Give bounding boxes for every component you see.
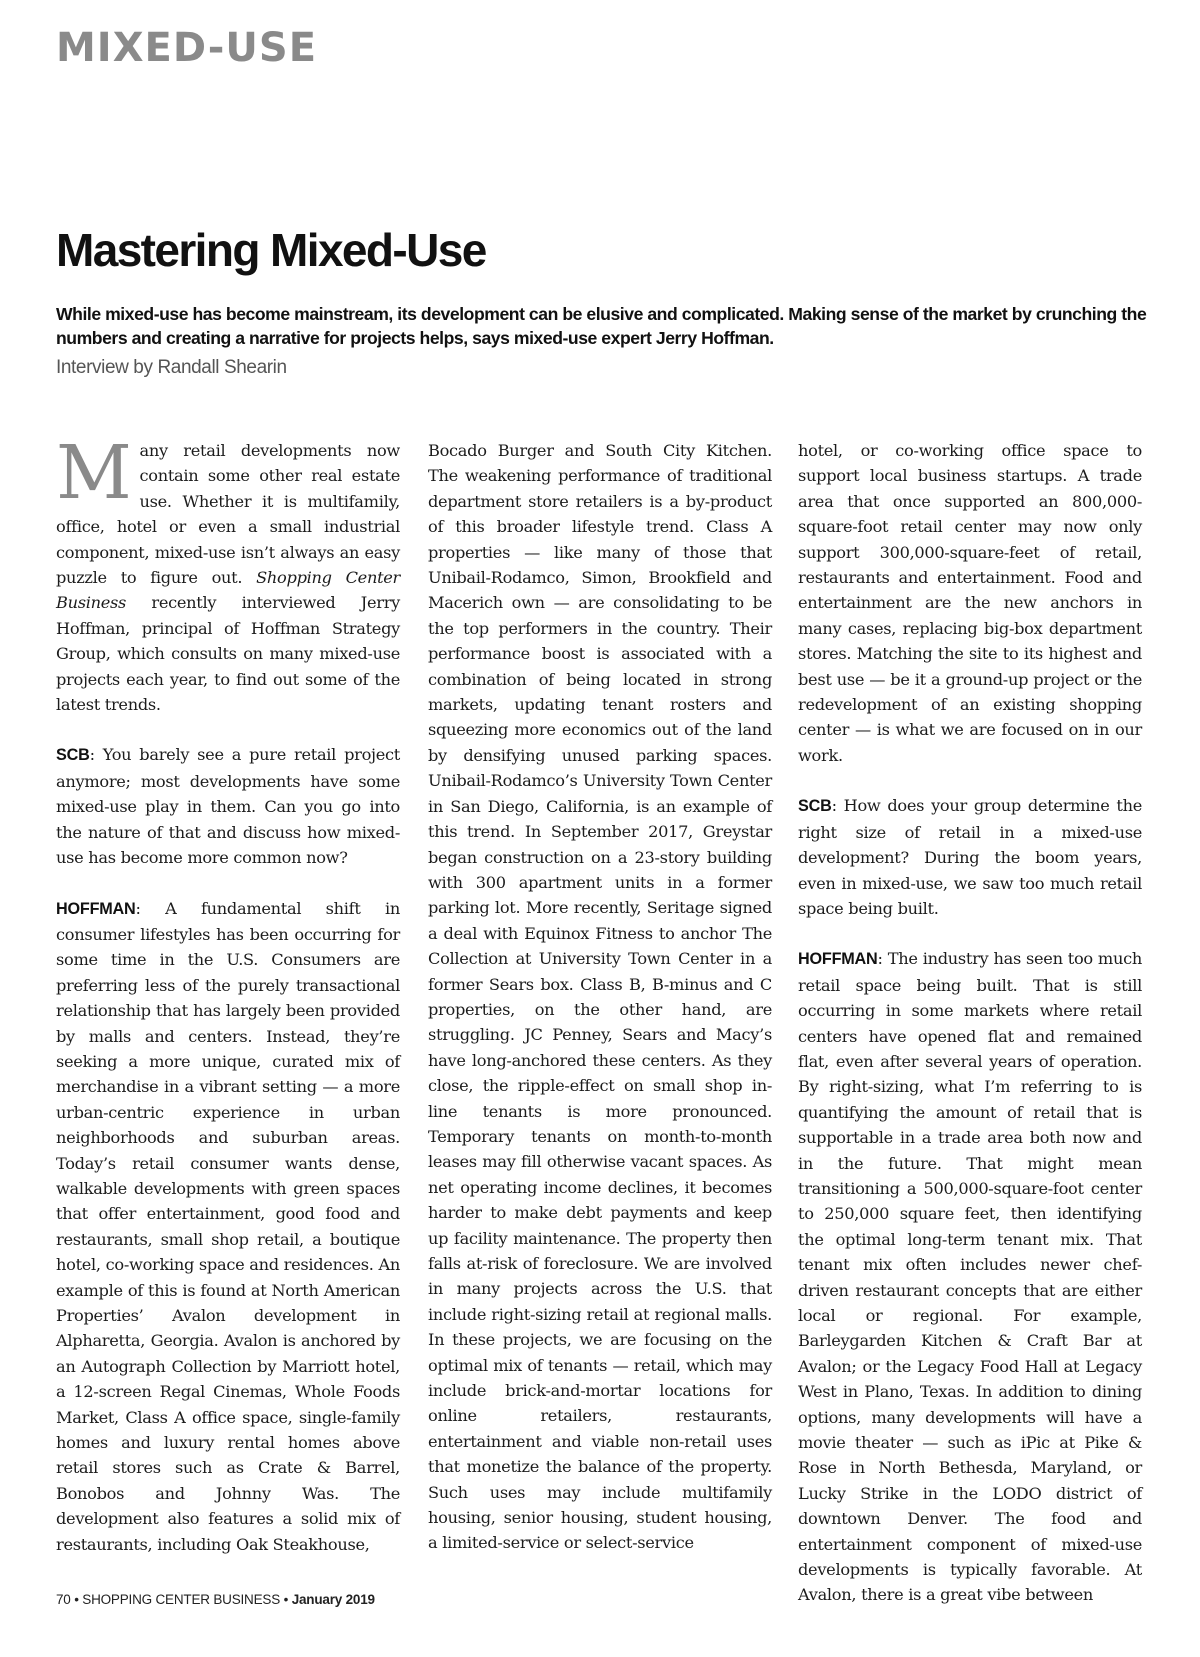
page-footer [56,1592,375,1607]
body-column-1 [56,430,400,1557]
article-headline: Mastering Mixed-Use [56,224,486,276]
page-number: 70 [56,1592,71,1607]
speaker-label: HOFFMAN [56,899,136,918]
drop-cap: M [56,430,132,516]
publication-name: Shopping Center Business [56,568,400,613]
answer-1-conclusion: hotel, or co-working office space to support local business startups. A trade area that once supported an 800,000-square-foot retail center may now only support 300,000-square-feet of retail, restaurants and entertainment. Food and entertainment are the new anchors in many cases, replacing big-box department stores. Matching the site to its highest and best use — be it a ground-up project or the redevelopment of an existing shopping center — is what we are focused on in our work. [798,441,1142,765]
speaker-label: SCB [56,746,90,765]
question-text: : How does your group determine the right size of retail in a mixed-use development? During the boom years, even in mixed-use, we saw too much retail space being built. [798,796,1142,918]
speaker-label: SCB [798,797,832,816]
question-text: : You barely see a pure retail project anymore; most developments have some mixed-use play in them. Can you go into the nature of that and discuss how mixed-use has become more common now? [56,745,400,868]
speaker-label: HOFFMAN [798,950,878,969]
answer-1-continued: Bocado Burger and South City Kitchen. The weakening performance of traditional department store retailers is a by-product of this broader lifestyle trend. Class A properties — like many of those that Unibail-Rodamco, Simon, Brookfield and Macerich own — are consolidating to be the top performers in the country. Their performance boost is associated with a combination of being located in strong markets, updating tenant rosters and squeezing more economics out of the land by densifying unused parking spaces. Unibail-Rodamco’s University Town Center in San Diego, California, is an example of this trend. In September 2017, Greystar began construction on a 23-story building with 300 apartment units in a former parking lot. More recently, Seritage signed a deal with Equinox Fitness to anchor The Collection at University Town Center in a former Sears box. Class B, B-minus and C properties, on the other hand, are struggling. JC Penney, Sears and Macy’s have long-anchored these centers. As they close, the ripple-effect on small shop in-line tenants is more pronounced. Temporary tenants on month-to-month leases may fill otherwise vacant spaces. As net operating income declines, it becomes harder to make debt payments and keep up facility maintenance. The property then falls at-risk of foreclosure. We are involved in many projects across the U.S. that include right-sizing retail at regional malls. In these projects, we are focusing on the optimal mix of tenants — retail, which may include brick-and-mortar locations for online retailers, restaurants, entertainment and viable non-retail uses that monetize the balance of the property. Such uses may include multifamily housing, senior housing, student housing, a limited-service or select-service [428,441,772,1553]
intro-paragraph [56,430,400,717]
answer-text: : The industry has seen too much retail space being built. That is still occurring in some markets where retail centers have opened flat and remained flat, even after several years of operation. By right-sizing, what I’m referring to is quantifying the amount of retail that is supportable in a trade area both now and in the future. That might mean transitioning a 500,000-square-foot center to 250,000 square feet, then identifying the optimal long-term tenant mix. That tenant mix often includes newer chef-driven restaurant concepts that are either local or regional. For example, Barleygarden Kitchen & Craft Bar at Avalon; or the Legacy Food Hall at Legacy West in Plano, Texas. In addition to dining options, many developments will have a movie theater — such as iPic at Pike & Rose in North Bethesda, Maryland, or Lucky Strike in the LODO district of downtown Denver. The food and entertainment component of mixed-use developments is typically favorable. At Avalon, there is a great vibe between [798,949,1142,1605]
answer-text: : A fundamental shift in consumer lifestyles has been occurring for some time in the U.S. Consumers are preferring less of the purely transactional relationship that has largely been provided by malls and centers. Instead, they’re seeking a more unique, curated mix of merchandise in a vibrant setting — a more urban-centric experience in urban neighborhoods and suburban areas. Today’s retail consumer wants dense, walkable developments with green spaces that offer entertainment, good food and restaurants, small shop retail, a boutique hotel, co-working space and residences. An example of this is found at North American Properties’ Avalon development in Alpharetta, Georgia. Avalon is anchored by an Autograph Collection by Marriott hotel, a 12-screen Regal Cinemas, Whole Foods Market, Class A office space, single-family homes and luxury rental homes above retail stores such as Crate & Barrel, Bonobos and Johnny Was. The development also features a solid mix of restaurants, including Oak Steakhouse, [56,898,400,1554]
footer-publication: SHOPPING CENTER BUSINESS [82,1592,281,1607]
footer-separator: • [74,1592,79,1607]
intro-tail: recently interviewed Jerry Hoffman, principal of Hoffman Strategy Group, which consults on many mixed-use projects each year, to find out some of the latest trends. [56,593,400,715]
question-1 [56,742,400,870]
article-deck: While mixed-use has become mainstream, its development can be elusive and complicated. Making sense of the market by crunching the numbers and creating a narrative for projects helps, says mixed-use expert Jerry Hoffman. [56,304,1147,348]
footer-separator: • [283,1592,289,1607]
body-column-3 [798,438,1142,1608]
intro-lead: any retail developments now contain some other real estate use. Whether it is multifamily, office, hotel or even a small industrial component, mixed-use isn’t always an easy puzzle to figure out. [56,441,400,588]
answer-1 [56,896,400,1558]
section-label: MIXED-USE [56,25,318,71]
article-byline: Interview by Randall Shearin [56,357,287,378]
answer-2 [798,946,1142,1608]
question-2 [798,793,1142,921]
footer-issue: January 2019 [291,1592,375,1607]
body-column-2 [428,438,772,1556]
